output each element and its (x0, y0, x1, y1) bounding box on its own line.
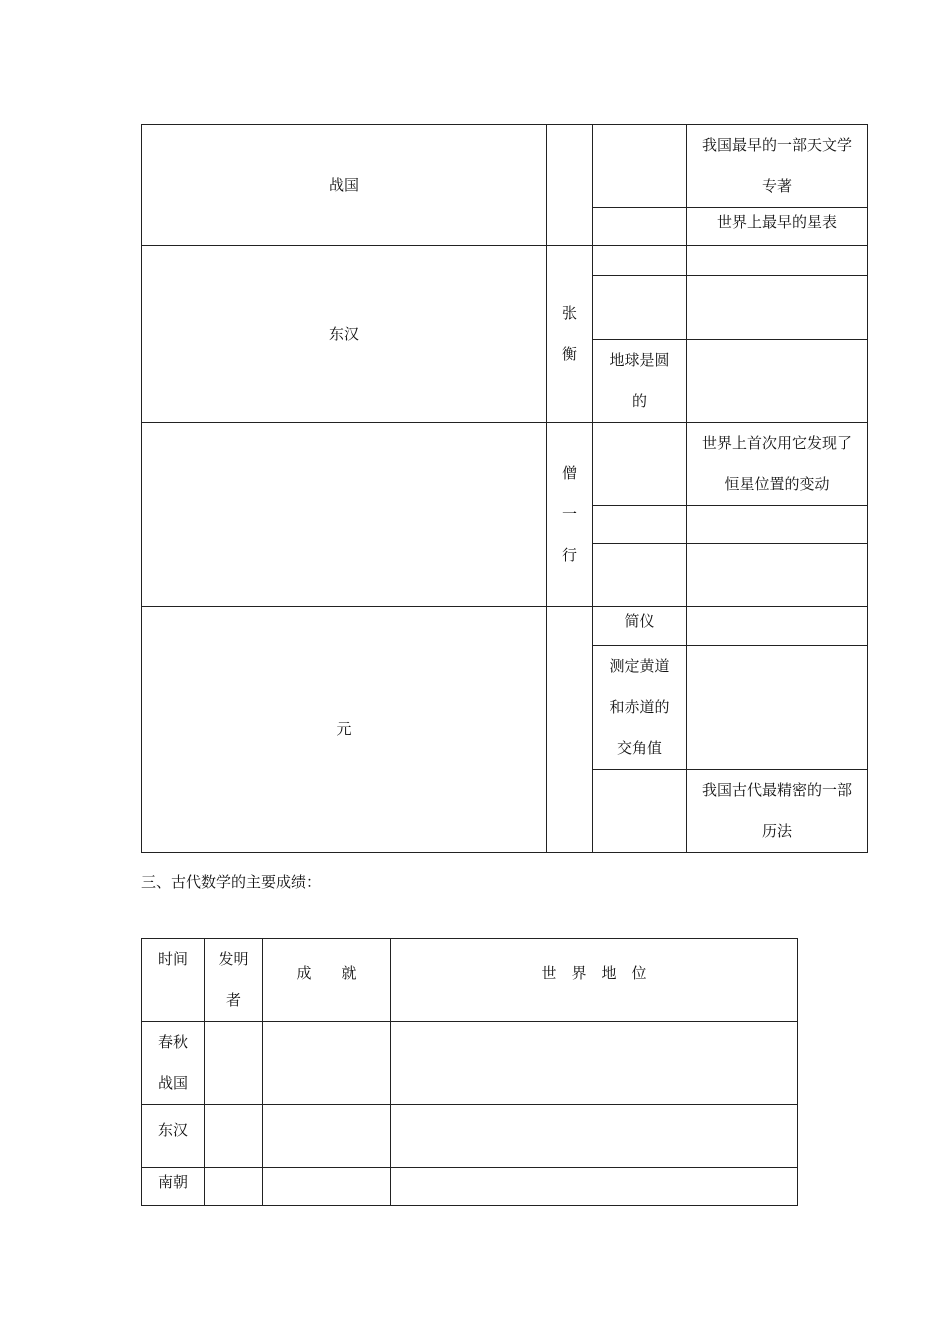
era-cell-tang (142, 423, 547, 607)
achievement-cell (687, 340, 868, 423)
achievement-text: 我国最早的一部天文学专著 (701, 136, 852, 195)
section-title: 三、古代数学的主要成绩： (141, 873, 322, 891)
person-cell-zhanguo (547, 125, 593, 246)
item-cell (593, 607, 687, 646)
person-cell-yuan (547, 607, 593, 853)
item-cell (593, 770, 687, 853)
achievement-cell (687, 208, 868, 246)
achievement-cell (263, 1105, 391, 1168)
era-cell-zhanguo: 战国 (142, 125, 547, 246)
inventor-cell (205, 1168, 263, 1206)
item-text: 测定黄道和赤道的交角值 (609, 657, 670, 757)
achievement-cell (687, 246, 868, 276)
item-cell (593, 340, 687, 423)
achievement-cell (687, 506, 868, 544)
achievement-cell (263, 1168, 391, 1206)
achievement-cell (687, 276, 868, 340)
person-cell-yi-xing (547, 423, 593, 607)
time-text: 东汉 (157, 1121, 188, 1139)
status-cell (391, 1168, 798, 1206)
time-cell (142, 1022, 205, 1105)
achievement-cell (687, 125, 868, 208)
time-text: 南朝 (157, 1173, 188, 1191)
status-cell (391, 1105, 798, 1168)
status-cell (391, 1022, 798, 1105)
inventor-cell (205, 1022, 263, 1105)
item-cell (593, 276, 687, 340)
person-cell-zhang-heng (547, 246, 593, 423)
astronomy-table (141, 124, 868, 853)
item-cell (593, 246, 687, 276)
math-table (141, 938, 798, 1206)
achievement-text: 我国古代最精密的一部历法 (701, 781, 852, 840)
header-achievement (263, 939, 391, 1022)
item-cell (593, 423, 687, 506)
person-char: 行 (561, 546, 577, 564)
inventor-cell (205, 1105, 263, 1168)
item-cell (593, 208, 687, 246)
header-text: 成 就 (296, 964, 357, 982)
person-char: 僧 (561, 464, 577, 482)
item-cell (593, 506, 687, 544)
person-char: 张 (561, 304, 577, 322)
achievement-cell (687, 646, 868, 770)
achievement-text: 世界上最早的星表 (716, 213, 837, 231)
item-cell (593, 646, 687, 770)
time-cell (142, 1168, 205, 1206)
achievement-cell (687, 544, 868, 607)
item-cell (593, 125, 687, 208)
time-cell (142, 1105, 205, 1168)
era-cell-donghan: 东汉 (142, 246, 547, 423)
item-text: 简仪 (624, 612, 655, 630)
header-time (142, 939, 205, 1022)
header-inventor (205, 939, 263, 1022)
header-text: 世 界 地 位 (541, 964, 647, 982)
achievement-cell (687, 607, 868, 646)
achievement-cell (687, 770, 868, 853)
achievement-cell (263, 1022, 391, 1105)
time-text: 春秋战国 (157, 1033, 188, 1092)
header-text: 时间 (157, 950, 188, 968)
item-cell (593, 544, 687, 607)
item-text: 地球是圆的 (609, 351, 670, 410)
header-text: 发明者 (218, 950, 249, 1009)
header-status (391, 939, 798, 1022)
person-char: 一 (561, 505, 577, 523)
era-cell-yuan: 元 (142, 607, 547, 853)
person-char: 衡 (561, 345, 577, 363)
achievement-cell (687, 423, 868, 506)
achievement-text: 世界上首次用它发现了恒星位置的变动 (701, 434, 852, 493)
